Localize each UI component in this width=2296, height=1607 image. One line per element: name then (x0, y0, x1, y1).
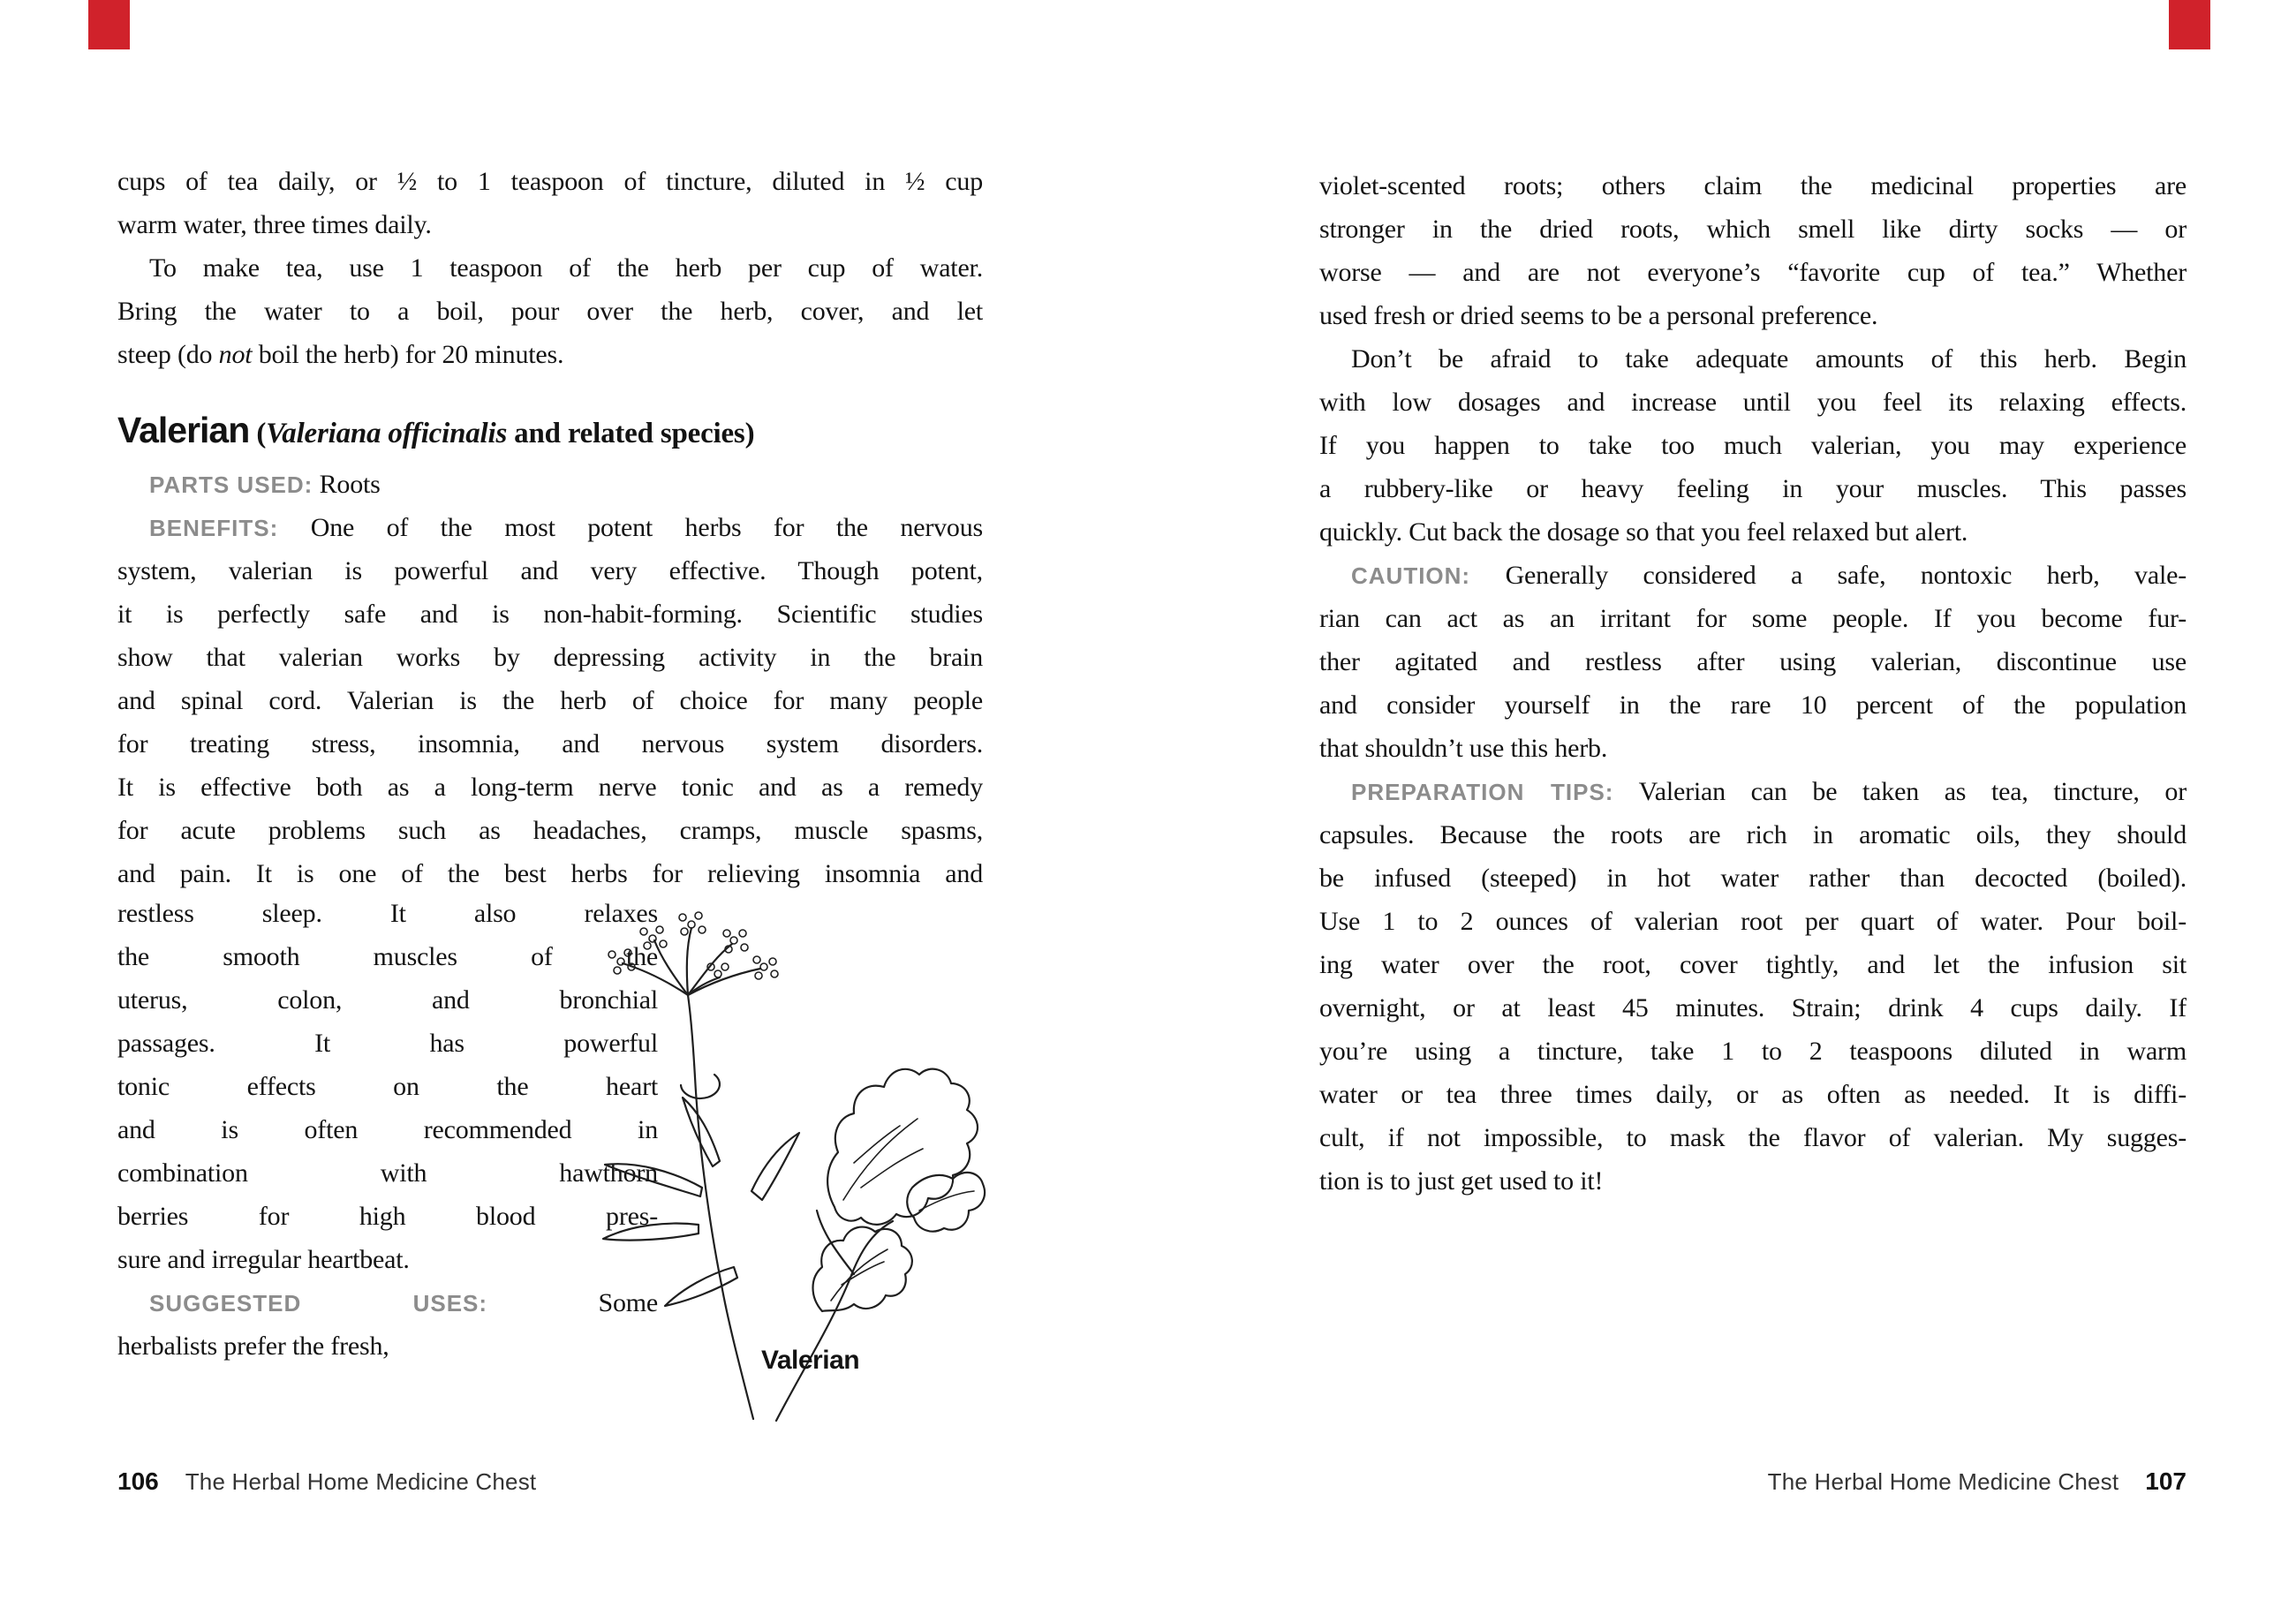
text-line: violet-scented roots; others claim the medicinal properties are (1319, 171, 2186, 200)
text-line: overnight, or at least 45 minutes. Strain; drink 4 cups daily. If (1319, 993, 2186, 1022)
section-label: PREPARATION TIPS: (1351, 779, 1614, 805)
text-line: it is perfectly safe and is non-habit-forming. Scientific studies (117, 600, 983, 629)
text-line: Use 1 to 2 ounces of valerian root per quart of water. Pour boil- (1319, 907, 2186, 936)
text-line: that shouldn’t use this herb. (1319, 734, 1608, 763)
text-line: be infused (steeped) in hot water rather than decocted (boiled). (1319, 864, 2186, 893)
illustration-caption: Valerian (761, 1346, 860, 1375)
text-line: combination with hawthorn (117, 1158, 658, 1188)
text-line: uterus, colon, and bronchial (117, 985, 658, 1015)
text-line: for treating stress, insomnia, and nervous system disorders. (117, 729, 983, 758)
section-label: BENEFITS: (149, 515, 279, 541)
text-line: SUGGESTED USES: Some (149, 1288, 658, 1317)
text-line: berries for high blood pres- (117, 1202, 658, 1231)
text-line: water or tea three times daily, or as often as needed. It is diffi- (1319, 1080, 2186, 1109)
text-line: Bring the water to a boil, pour over the herb, cover, and let (117, 297, 983, 326)
text-line: capsules. Because the roots are rich in aromatic oils, they should (1319, 820, 2186, 849)
text-line: quickly. Cut back the dosage so that you feel relaxed but alert. (1319, 517, 1968, 547)
text-line: PARTS USED: Roots (149, 470, 381, 499)
section-label: CAUTION: (1351, 562, 1471, 589)
section-label: PARTS USED: (149, 472, 313, 498)
page-number: 107 (2145, 1467, 2186, 1495)
chapter-tab-left (88, 0, 130, 49)
text-line: show that valerian works by depressing activity in the brain (117, 643, 983, 672)
text-line: steep (do not boil the herb) for 20 minutes. (117, 340, 564, 369)
text-line: and pain. It is one of the best herbs for relieving insomnia and (117, 859, 983, 888)
text-line: ing water over the root, cover tightly, and let the infusion sit (1319, 950, 2186, 979)
text-line: system, valerian is powerful and very effective. Though potent, (117, 556, 983, 585)
right-footer (1768, 1467, 2186, 1496)
text-line: To make tea, use 1 teaspoon of the herb per cup of water. (149, 253, 983, 283)
text-line: cups of tea daily, or ½ to 1 teaspoon of tincture, diluted in ½ cup (117, 167, 983, 196)
running-title: The Herbal Home Medicine Chest (1767, 1468, 2119, 1495)
text-line: tion is to just get used to it! (1319, 1166, 1604, 1196)
text-line: worse — and are not everyone’s “favorite cup of tea.” Whether (1319, 258, 2186, 287)
text-line: rian can act as an irritant for some people. If you become fur- (1319, 604, 2186, 633)
text-line: restless sleep. It also relaxes (117, 899, 658, 928)
text-line: you’re using a tincture, take 1 to 2 teaspoons diluted in warm (1319, 1037, 2186, 1066)
valerian-entry-text (117, 463, 983, 895)
text-line: used fresh or dried seems to be a personal preference. (1319, 301, 1878, 330)
text-line: Don’t be afraid to take adequate amounts of this herb. Begin (1351, 344, 2186, 373)
text-line: BENEFITS: One of the most potent herbs for the nervous (149, 513, 983, 542)
text-line: ther agitated and restless after using valerian, discontinue use (1319, 647, 2186, 676)
text-line: tonic effects on the heart (117, 1072, 658, 1101)
text-line: with low dosages and increase until you feel its relaxing effects. (1319, 388, 2186, 417)
text-line: and consider yourself in the rare 10 percent of the population (1319, 690, 2186, 720)
left-footer (117, 1467, 536, 1496)
text-line: herbalists prefer the fresh, (117, 1332, 389, 1361)
chapter-tab-right (2169, 0, 2210, 49)
left-intro-paragraphs (117, 160, 983, 376)
text-line: warm water, three times daily. (117, 210, 432, 239)
text-line: for acute problems such as headaches, cramps, muscle spasms, (117, 816, 983, 845)
text-line: PREPARATION TIPS: Valerian can be taken as tea, tincture, or (1351, 777, 2186, 806)
text-line: a rubbery-like or heavy feeling in your muscles. This passes (1319, 474, 2186, 503)
text-line: cult, if not impossible, to mask the flavor of valerian. My sugges- (1319, 1123, 2186, 1152)
text-line: the smooth muscles of the (117, 942, 658, 971)
text-line: stronger in the dried roots, which smell like dirty socks — or (1319, 215, 2186, 244)
section-label: SUGGESTED USES: (149, 1290, 488, 1317)
text-line: Valerian (Valeriana officinalis and related species) (117, 410, 755, 450)
text-line: CAUTION: Generally considered a safe, nontoxic herb, vale- (1351, 561, 2186, 590)
valerian-heading (117, 404, 983, 456)
text-line: and is often recommended in (117, 1115, 658, 1144)
text-line: sure and irregular heartbeat. (117, 1245, 410, 1274)
text-line: passages. It has powerful (117, 1029, 658, 1058)
page-number: 106 (117, 1467, 159, 1495)
text-line: It is effective both as a long-term nerve tonic and as a remedy (117, 773, 983, 802)
text-line: and spinal cord. Valerian is the herb of choice for many people (117, 686, 983, 715)
text-line: If you happen to take too much valerian, you may experience (1319, 431, 2186, 460)
right-body-text (1319, 164, 2186, 1203)
running-title: The Herbal Home Medicine Chest (185, 1468, 537, 1495)
